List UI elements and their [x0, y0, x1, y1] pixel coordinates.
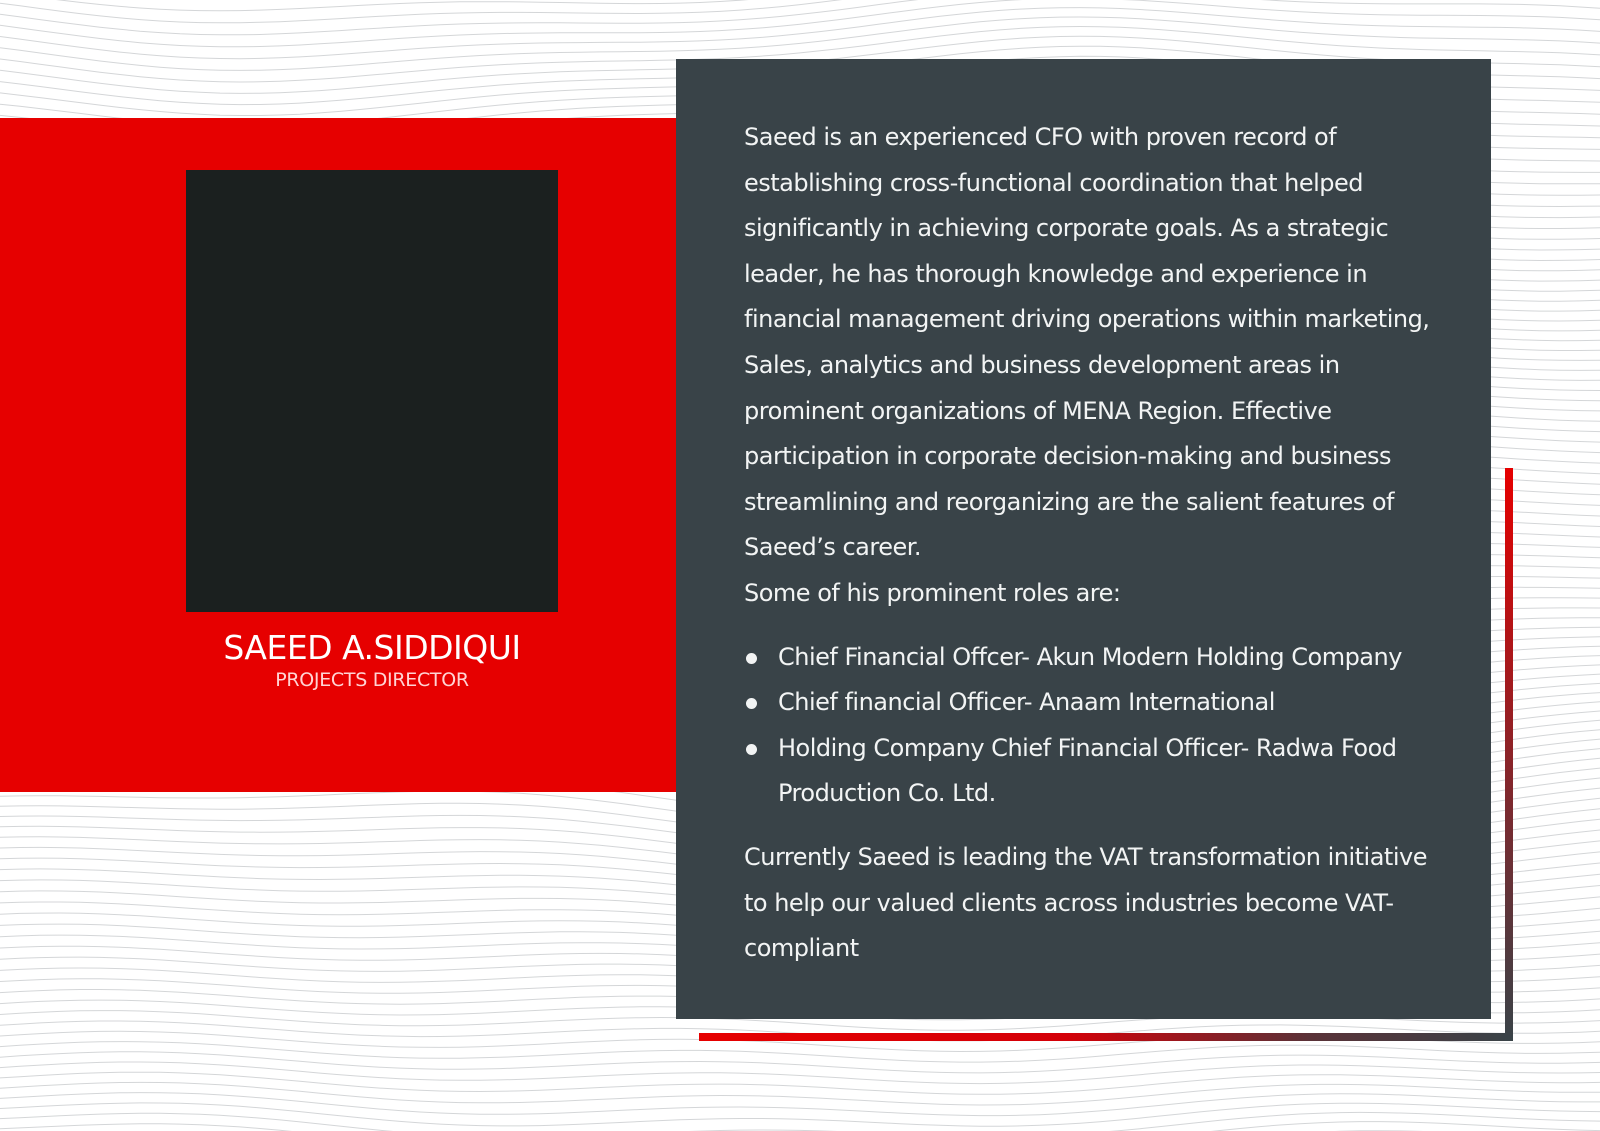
wave-line: [0, 1103, 1600, 1126]
wave-line: [0, 0, 1600, 11]
role-item: Chief Financial Offcer- Akun Modern Holding Company: [744, 635, 1455, 681]
bio-intro: Saeed is an experienced CFO with proven record of establishing cross-functional coordination that helped significantly in achieving corporate goals. As a strategic leader, he has thorough knowledge and experience in financial management driving operations within marketing, Sales, analytics and business development areas in prominent organizations of MENA Region. Effective participation in corporate decision-making and business streamlining and reorganizing are the salient features of Saeed’s career.: [744, 123, 1430, 562]
wave-line: [0, 1042, 1600, 1063]
person-title: PROJECTS DIRECTOR: [275, 669, 469, 691]
wave-line: [0, 8, 1600, 59]
bio-closing: Currently Saeed is leading the VAT transformation initiative to help our valued clients across industries become VAT-compliant: [744, 842, 1427, 963]
roles-heading: Some of his prominent roles are:: [744, 578, 1121, 607]
bio-panel: [676, 59, 1491, 1019]
role-item: Chief financial Officer- Anaam International: [744, 680, 1455, 726]
wave-line: [0, 1052, 1600, 1073]
wave-line: [0, 0, 1600, 35]
person-name: SAEED A.SIDDIQUI: [223, 628, 521, 667]
profile-photo-placeholder: [186, 170, 558, 612]
role-item: Holding Company Chief Financial Officer- Radwa Food Production Co. Ltd.: [744, 726, 1455, 817]
wave-line: [0, 1021, 1600, 1041]
wave-line: [0, 0, 1600, 47]
wave-line: [0, 1122, 1600, 1131]
roles-list: [744, 635, 1455, 817]
wave-line: [0, 1031, 1600, 1051]
